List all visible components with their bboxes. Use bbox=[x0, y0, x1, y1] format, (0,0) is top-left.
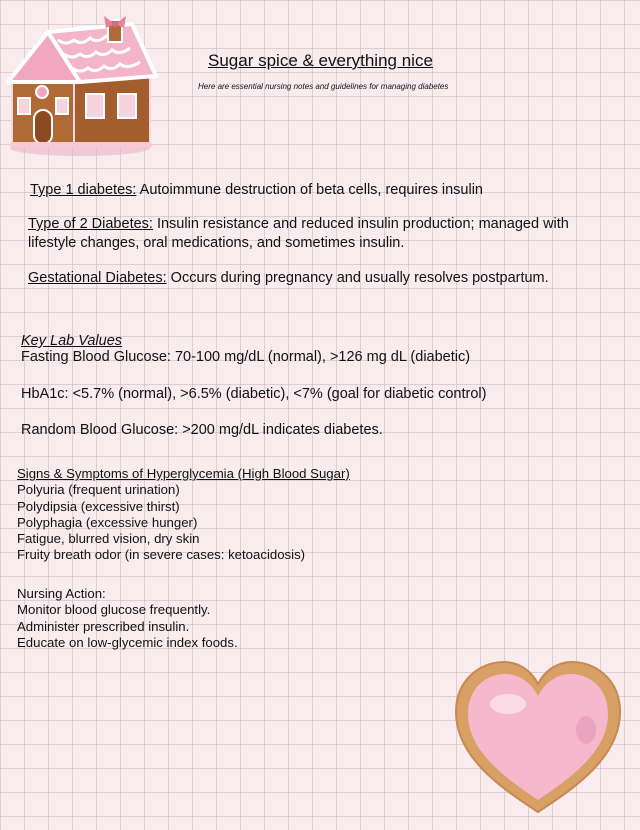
lab-hba1c: HbA1c: <5.7% (normal), >6.5% (diabetic), <7% (goal for diabetic control) bbox=[21, 386, 487, 402]
lab-values-heading: Key Lab Values bbox=[21, 333, 123, 349]
gingerbread-house-icon bbox=[0, 10, 165, 160]
list-item: Polyuria (frequent urination) bbox=[17, 482, 180, 498]
list-item: Fatigue, blurred vision, dry skin bbox=[17, 531, 200, 547]
lab-random: Random Blood Glucose: >200 mg/dL indicates diabetes. bbox=[21, 422, 383, 438]
definition-gestational bbox=[28, 269, 549, 288]
definition-text: Insulin resistance and reduced insulin production; managed with lifestyle changes, oral medications, and sometimes insulin. bbox=[28, 216, 569, 251]
page-subtitle: Here are essential nursing notes and guidelines for managing diabetes bbox=[198, 82, 449, 91]
list-item: Polydipsia (excessive thirst) bbox=[17, 498, 180, 514]
lab-fasting: Fasting Blood Glucose: 70-100 mg/dL (normal), >126 mg dL (diabetic) bbox=[21, 349, 471, 365]
list-item: Educate on low-glycemic index foods. bbox=[17, 634, 238, 650]
symptoms-section bbox=[17, 466, 350, 564]
list-item: Fruity breath odor (in severe cases: ketoacidosis) bbox=[17, 547, 306, 563]
page-title: Sugar spice & everything nice bbox=[208, 51, 433, 70]
list-item: Polyphagia (excessive hunger) bbox=[17, 514, 198, 530]
nursing-section bbox=[17, 586, 238, 651]
list-item: Administer prescribed insulin. bbox=[17, 618, 190, 634]
definition-type2 bbox=[28, 215, 618, 253]
list-item: Monitor blood glucose frequently. bbox=[17, 602, 211, 618]
definition-term: Type 1 diabetes: bbox=[30, 182, 137, 198]
nursing-heading: Nursing Action: bbox=[17, 586, 106, 601]
definition-term: Type of 2 Diabetes: bbox=[28, 216, 153, 232]
definition-term: Gestational Diabetes: bbox=[28, 270, 167, 286]
symptoms-heading: Signs & Symptoms of Hyperglycemia (High Blood Sugar) bbox=[17, 466, 350, 481]
definition-type1 bbox=[30, 181, 483, 200]
definition-text: Occurs during pregnancy and usually resolves postpartum. bbox=[166, 270, 549, 286]
definition-text: Autoimmune destruction of beta cells, requires insulin bbox=[136, 182, 483, 198]
heart-cookie-icon bbox=[448, 652, 628, 820]
